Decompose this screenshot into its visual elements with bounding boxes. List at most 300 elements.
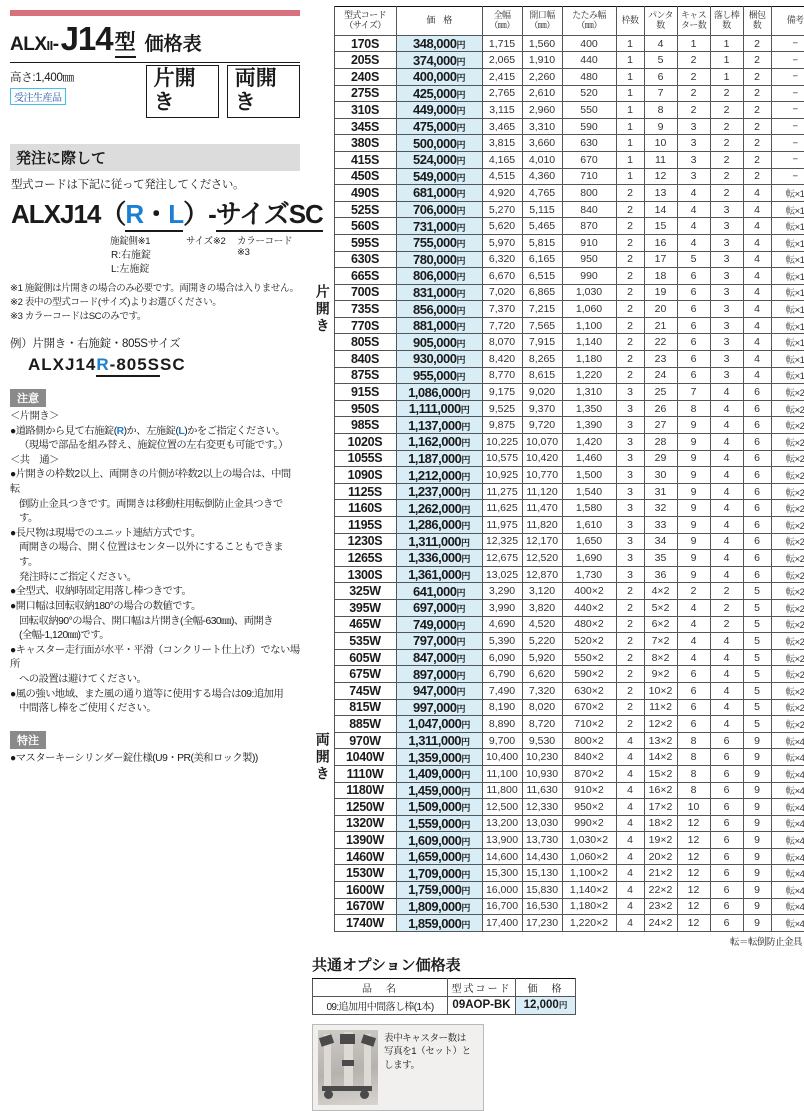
cell-frame-count: 1	[616, 85, 644, 102]
cell-folded-width: 1,690	[562, 550, 616, 567]
cell-caster-count: 9	[677, 566, 710, 583]
table-row[interactable]	[312, 782, 804, 799]
cell-remarks: 転×4	[771, 749, 804, 766]
cell-frame-count: 1	[616, 135, 644, 152]
cell-frame-count: 1	[616, 52, 644, 69]
table-row[interactable]	[312, 649, 804, 666]
table-row[interactable]	[312, 218, 804, 235]
table-row[interactable]	[312, 716, 804, 733]
cell-droprod-count: 2	[710, 583, 743, 600]
cell-caster-count: 6	[677, 268, 710, 285]
cell-opening-width: 9,530	[522, 732, 562, 749]
cell-droprod-count: 4	[710, 450, 743, 467]
cell-package-count: 6	[743, 417, 771, 434]
cell-pantograph-count: 24×2	[644, 915, 677, 932]
yen-unit: 円	[456, 371, 465, 382]
cell-opening-width: 5,465	[522, 218, 562, 235]
table-row[interactable]	[312, 317, 804, 334]
cell-caster-count: 2	[677, 68, 710, 85]
code-color: SC	[289, 199, 323, 232]
cell-pantograph-count: 5×2	[644, 599, 677, 616]
table-row[interactable]	[312, 898, 804, 915]
cell-remarks: −	[771, 135, 804, 152]
cell-model-code: 415S	[334, 151, 396, 168]
cell-folded-width: 950×2	[562, 799, 616, 816]
cell-package-count: 2	[743, 85, 771, 102]
table-legend: 転＝転倒防止金具	[729, 936, 802, 948]
cell-model-code: 630S	[334, 251, 396, 268]
col-droprod-count: 落し棒 数	[710, 7, 743, 36]
table-row[interactable]	[312, 367, 804, 384]
yen-unit: 円	[461, 571, 470, 582]
table-row[interactable]	[312, 284, 804, 301]
title-divider	[10, 62, 300, 63]
cell-opening-width: 2,610	[522, 85, 562, 102]
cell-total-width: 6,090	[482, 649, 522, 666]
table-row[interactable]	[312, 732, 804, 749]
cell-droprod-count: 4	[710, 400, 743, 417]
caution-line: 中間落し棒をご使用ください。	[19, 703, 157, 715]
yen-unit: 円	[461, 737, 470, 748]
table-row[interactable]	[312, 434, 804, 451]
cell-total-width: 7,020	[482, 284, 522, 301]
cell-pantograph-count: 25	[644, 384, 677, 401]
cell-pantograph-count: 12	[644, 168, 677, 185]
cell-folded-width: 550	[562, 102, 616, 119]
table-row[interactable]	[312, 450, 804, 467]
cell-model-code: 310S	[334, 102, 396, 119]
cell-model-code: 1320W	[334, 815, 396, 832]
cell-remarks: 転×4	[771, 732, 804, 749]
table-row[interactable]	[312, 151, 804, 168]
cell-package-count: 5	[743, 682, 771, 699]
cell-opening-width: 9,720	[522, 417, 562, 434]
cell-model-code: 1300S	[334, 566, 396, 583]
table-row[interactable]	[312, 517, 804, 534]
cell-opening-width: 6,620	[522, 666, 562, 683]
cell-package-count: 2	[743, 102, 771, 119]
table-row[interactable]	[312, 467, 804, 484]
table-row[interactable]	[312, 616, 804, 633]
cell-frame-count: 1	[616, 102, 644, 119]
cell-model-code: 1670W	[334, 898, 396, 915]
table-row[interactable]	[312, 68, 804, 85]
cell-price: 749,000円	[396, 616, 482, 633]
cell-price: 847,000円	[396, 649, 482, 666]
table-row[interactable]	[312, 483, 804, 500]
cell-opening-width: 9,020	[522, 384, 562, 401]
cell-price: 374,000円	[396, 52, 482, 69]
cell-remarks: 転×2	[771, 682, 804, 699]
cell-remarks: 転×4	[771, 782, 804, 799]
cell-opening-width: 10,770	[522, 467, 562, 484]
table-row[interactable]	[312, 351, 804, 368]
cell-frame-count: 4	[616, 799, 644, 816]
opt-col-code: 型式コード	[448, 978, 516, 996]
yen-unit: 円	[461, 504, 470, 515]
cell-price: 348,000円	[396, 35, 482, 52]
col-folded-width: たたみ幅 （㎜）	[562, 7, 616, 36]
code-size: サイズ	[216, 199, 289, 232]
yen-unit: 円	[461, 919, 470, 930]
cell-folded-width: 1,500	[562, 467, 616, 484]
cell-price: 1,311,000円	[396, 533, 482, 550]
cell-frame-count: 2	[616, 201, 644, 218]
table-row[interactable]	[312, 550, 804, 567]
cell-opening-width: 17,230	[522, 915, 562, 932]
cell-total-width: 8,070	[482, 334, 522, 351]
yen-unit: 円	[461, 853, 470, 864]
table-row[interactable]	[312, 400, 804, 417]
cell-opening-width: 7,215	[522, 301, 562, 318]
table-row[interactable]	[312, 699, 804, 716]
cell-droprod-count: 6	[710, 749, 743, 766]
cell-remarks: 転×2	[771, 500, 804, 517]
cell-pantograph-count: 19×2	[644, 832, 677, 849]
table-row[interactable]	[312, 666, 804, 683]
cell-pantograph-count: 18	[644, 268, 677, 285]
col-remarks: 備考	[771, 7, 804, 36]
cell-package-count: 2	[743, 151, 771, 168]
cell-droprod-count: 3	[710, 334, 743, 351]
group-label-double-open: 両開き	[312, 583, 334, 931]
table-row[interactable]	[312, 633, 804, 650]
table-row[interactable]	[312, 168, 804, 185]
cell-opening-width: 12,870	[522, 566, 562, 583]
cell-folded-width: 670	[562, 151, 616, 168]
cell-total-width: 8,420	[482, 351, 522, 368]
cell-pantograph-count: 31	[644, 483, 677, 500]
cell-remarks: 転×1	[771, 367, 804, 384]
cell-droprod-count: 3	[710, 301, 743, 318]
caption-line-1: 表中キャスター数は	[384, 1032, 466, 1044]
price-table-header-row	[312, 7, 804, 36]
caster-photo-caption	[384, 1030, 471, 1105]
cell-caster-count: 10	[677, 799, 710, 816]
yen-unit: 円	[461, 521, 470, 532]
table-row[interactable]	[312, 583, 804, 600]
order-section-subtitle: 型式コードは下記に従って発注してください。	[11, 179, 245, 192]
cell-caster-count: 4	[677, 616, 710, 633]
footnote-2: ※2 表中の型式コード(サイズ)よりお選びください。	[10, 297, 222, 309]
cell-opening-width: 11,120	[522, 483, 562, 500]
cell-price: 1,361,000円	[396, 566, 482, 583]
cell-total-width: 11,975	[482, 517, 522, 534]
yen-unit: 円	[456, 206, 465, 217]
cell-price: 1,409,000円	[396, 765, 482, 782]
cell-remarks: 転×1	[771, 185, 804, 202]
cell-model-code: 1160S	[334, 500, 396, 517]
cell-caster-count: 6	[677, 317, 710, 334]
caption-line-2: 写真を1（セット）と	[384, 1046, 471, 1058]
cell-remarks: 転×1	[771, 218, 804, 235]
height-label: 高さ:1,400㎜	[10, 72, 74, 84]
cell-remarks: 転×2	[771, 467, 804, 484]
cell-remarks: 転×4	[771, 815, 804, 832]
table-row[interactable]	[312, 417, 804, 434]
cell-total-width: 15,300	[482, 865, 522, 882]
cell-price: 1,336,000円	[396, 550, 482, 567]
cell-total-width: 12,325	[482, 533, 522, 550]
yen-unit: 円	[456, 305, 465, 316]
cell-folded-width: 520×2	[562, 633, 616, 650]
cell-folded-width: 630	[562, 135, 616, 152]
cell-total-width: 13,200	[482, 815, 522, 832]
cell-caster-count: 6	[677, 301, 710, 318]
price-table	[312, 6, 804, 932]
table-row[interactable]	[312, 815, 804, 832]
cell-caster-count: 12	[677, 815, 710, 832]
cell-pantograph-count: 14	[644, 201, 677, 218]
cell-opening-width: 15,830	[522, 882, 562, 899]
table-row[interactable]	[312, 566, 804, 583]
cell-pantograph-count: 22	[644, 334, 677, 351]
table-row[interactable]	[312, 52, 804, 69]
table-row[interactable]	[312, 682, 804, 699]
cell-remarks: −	[771, 85, 804, 102]
cell-pantograph-count: 15	[644, 218, 677, 235]
table-row[interactable]	[312, 85, 804, 102]
table-row[interactable]	[312, 848, 804, 865]
cell-remarks: 転×1	[771, 268, 804, 285]
caution-line: （現場で部品を組み替え、施錠位置の左右変更も可能です。）	[19, 440, 288, 452]
table-row[interactable]	[312, 118, 804, 135]
cell-frame-count: 2	[616, 185, 644, 202]
table-row[interactable]	[312, 135, 804, 152]
cell-remarks: 転×1	[771, 251, 804, 268]
cell-total-width: 4,920	[482, 185, 522, 202]
cell-pantograph-count: 7×2	[644, 633, 677, 650]
cell-opening-width: 14,430	[522, 848, 562, 865]
cell-model-code: 875S	[334, 367, 396, 384]
cell-remarks: 転×2	[771, 583, 804, 600]
yen-unit: 円	[456, 355, 465, 366]
table-row[interactable]	[312, 599, 804, 616]
yen-unit: 円	[456, 587, 465, 598]
cell-folded-width: 630×2	[562, 682, 616, 699]
cell-price: 524,000円	[396, 151, 482, 168]
cell-frame-count: 2	[616, 268, 644, 285]
cell-frame-count: 3	[616, 417, 644, 434]
cell-droprod-count: 6	[710, 799, 743, 816]
cell-opening-width: 8,720	[522, 716, 562, 733]
cell-package-count: 9	[743, 749, 771, 766]
cell-folded-width: 1,650	[562, 533, 616, 550]
table-row[interactable]	[312, 251, 804, 268]
cell-opening-width: 16,530	[522, 898, 562, 915]
cell-pantograph-count: 14×2	[644, 749, 677, 766]
caution-line: ●全型式、収納時固定用落し棒つきです。	[10, 586, 192, 598]
cell-package-count: 4	[743, 351, 771, 368]
cell-frame-count: 4	[616, 815, 644, 832]
yen-unit: 円	[461, 388, 470, 399]
spec-meta-left	[10, 69, 122, 106]
cell-package-count: 2	[743, 35, 771, 52]
cell-remarks: −	[771, 102, 804, 119]
cell-caster-count: 8	[677, 765, 710, 782]
cell-frame-count: 3	[616, 450, 644, 467]
cell-caster-count: 2	[677, 102, 710, 119]
cell-caster-count: 6	[677, 334, 710, 351]
cell-frame-count: 1	[616, 168, 644, 185]
yen-unit: 円	[461, 902, 470, 913]
yen-unit: 円	[461, 886, 470, 897]
cell-price: 706,000円	[396, 201, 482, 218]
cell-package-count: 9	[743, 915, 771, 932]
accent-bar	[10, 10, 300, 16]
caption-line-3: します。	[384, 1060, 420, 1072]
cell-opening-width: 7,565	[522, 317, 562, 334]
cell-folded-width: 910	[562, 234, 616, 251]
caution-line: 倒防止金具つきです。両開きは移動柱用転倒防止金具つきです。	[19, 498, 283, 525]
cell-price: 549,000円	[396, 168, 482, 185]
cell-pantograph-count: 20×2	[644, 848, 677, 865]
pointer-size: サイズ※2	[186, 236, 226, 248]
cell-frame-count: 3	[616, 517, 644, 534]
cell-remarks: 転×2	[771, 599, 804, 616]
cell-folded-width: 1,100	[562, 317, 616, 334]
options-row[interactable]	[313, 996, 576, 1014]
yen-unit: 円	[461, 554, 470, 565]
cell-model-code: 1600W	[334, 882, 396, 899]
table-row[interactable]	[312, 832, 804, 849]
cell-total-width: 8,190	[482, 699, 522, 716]
cell-remarks: 転×2	[771, 517, 804, 534]
cell-package-count: 2	[743, 135, 771, 152]
cell-folded-width: 440×2	[562, 599, 616, 616]
cell-opening-width: 3,120	[522, 583, 562, 600]
cell-opening-width: 3,820	[522, 599, 562, 616]
cell-remarks: 転×2	[771, 716, 804, 733]
cell-caster-count: 9	[677, 483, 710, 500]
cell-frame-count: 2	[616, 649, 644, 666]
cell-caster-count: 3	[677, 118, 710, 135]
cell-opening-width: 6,165	[522, 251, 562, 268]
table-row[interactable]	[312, 765, 804, 782]
caution-line: (全幅-1,120㎜)です。	[19, 630, 110, 642]
cell-opening-width: 2,960	[522, 102, 562, 119]
yen-unit: 円	[456, 604, 465, 615]
cell-model-code: 1040W	[334, 749, 396, 766]
cell-model-code: 985S	[334, 417, 396, 434]
yen-unit: 円	[456, 56, 465, 67]
table-row[interactable]	[312, 185, 804, 202]
cell-caster-count: 12	[677, 898, 710, 915]
table-row[interactable]	[312, 268, 804, 285]
cell-package-count: 6	[743, 400, 771, 417]
cell-frame-count: 2	[616, 284, 644, 301]
cell-folded-width: 1,180	[562, 351, 616, 368]
table-row[interactable]	[312, 533, 804, 550]
cell-droprod-count: 6	[710, 915, 743, 932]
cell-opening-width: 15,130	[522, 865, 562, 882]
cell-package-count: 4	[743, 218, 771, 235]
cell-model-code: 490S	[334, 185, 396, 202]
cell-model-code: 1460W	[334, 848, 396, 865]
cell-folded-width: 1,060×2	[562, 848, 616, 865]
table-row[interactable]	[312, 749, 804, 766]
table-row[interactable]	[312, 201, 804, 218]
cell-package-count: 9	[743, 799, 771, 816]
cell-opening-width: 9,370	[522, 400, 562, 417]
cell-price: 500,000円	[396, 135, 482, 152]
cell-model-code: 1390W	[334, 832, 396, 849]
cell-frame-count: 2	[616, 599, 644, 616]
table-row[interactable]	[312, 35, 804, 52]
cell-folded-width: 590	[562, 118, 616, 135]
cell-droprod-count: 2	[710, 185, 743, 202]
table-row[interactable]	[312, 865, 804, 882]
table-row[interactable]	[312, 882, 804, 899]
cell-caster-count: 4	[677, 633, 710, 650]
cell-folded-width: 1,220×2	[562, 915, 616, 932]
cell-total-width: 11,625	[482, 500, 522, 517]
cell-model-code: 535W	[334, 633, 396, 650]
cell-model-code: 770S	[334, 317, 396, 334]
cell-price: 1,659,000円	[396, 848, 482, 865]
table-row[interactable]	[312, 334, 804, 351]
cell-model-code: 595S	[334, 234, 396, 251]
opt-col-price: 価 格	[516, 978, 576, 996]
cell-package-count: 5	[743, 633, 771, 650]
cell-remarks: 転×2	[771, 633, 804, 650]
yen-unit: 円	[456, 222, 465, 233]
cell-folded-width: 550×2	[562, 649, 616, 666]
caution-list	[10, 410, 300, 717]
cell-folded-width: 480	[562, 68, 616, 85]
cell-package-count: 4	[743, 251, 771, 268]
cell-frame-count: 4	[616, 832, 644, 849]
cell-model-code: 675W	[334, 666, 396, 683]
yen-unit: 円	[461, 438, 470, 449]
cell-caster-count: 6	[677, 682, 710, 699]
cell-folded-width: 840	[562, 201, 616, 218]
cell-model-code: 805S	[334, 334, 396, 351]
cell-droprod-count: 6	[710, 732, 743, 749]
cell-total-width: 3,115	[482, 102, 522, 119]
cell-total-width: 2,415	[482, 68, 522, 85]
cell-caster-count: 9	[677, 500, 710, 517]
col-caster-count: キャス ター数	[677, 7, 710, 36]
cell-remarks: 転×2	[771, 566, 804, 583]
table-row[interactable]	[312, 384, 804, 401]
cell-package-count: 4	[743, 201, 771, 218]
options-table-head	[313, 978, 576, 996]
cell-total-width: 10,575	[482, 450, 522, 467]
cell-droprod-count: 3	[710, 268, 743, 285]
cell-droprod-count: 4	[710, 500, 743, 517]
yen-unit: 円	[461, 770, 470, 781]
cell-folded-width: 1,220	[562, 367, 616, 384]
cell-total-width: 16,700	[482, 898, 522, 915]
table-row[interactable]	[312, 500, 804, 517]
cell-folded-width: 710	[562, 168, 616, 185]
cell-remarks: 転×1	[771, 351, 804, 368]
table-row[interactable]	[312, 301, 804, 318]
table-row[interactable]	[312, 234, 804, 251]
yen-unit: 円	[461, 869, 470, 880]
cell-frame-count: 4	[616, 898, 644, 915]
cell-pantograph-count: 21×2	[644, 865, 677, 882]
caution-line: 両開きの場合、開く位置はセンター以外にすることもできます。	[19, 542, 284, 569]
yen-unit: 円	[461, 537, 470, 548]
cell-price: 955,000円	[396, 367, 482, 384]
cell-package-count: 6	[743, 517, 771, 534]
table-row[interactable]	[312, 102, 804, 119]
cell-caster-count: 1	[677, 35, 710, 52]
table-row[interactable]	[312, 915, 804, 932]
table-row[interactable]	[312, 799, 804, 816]
